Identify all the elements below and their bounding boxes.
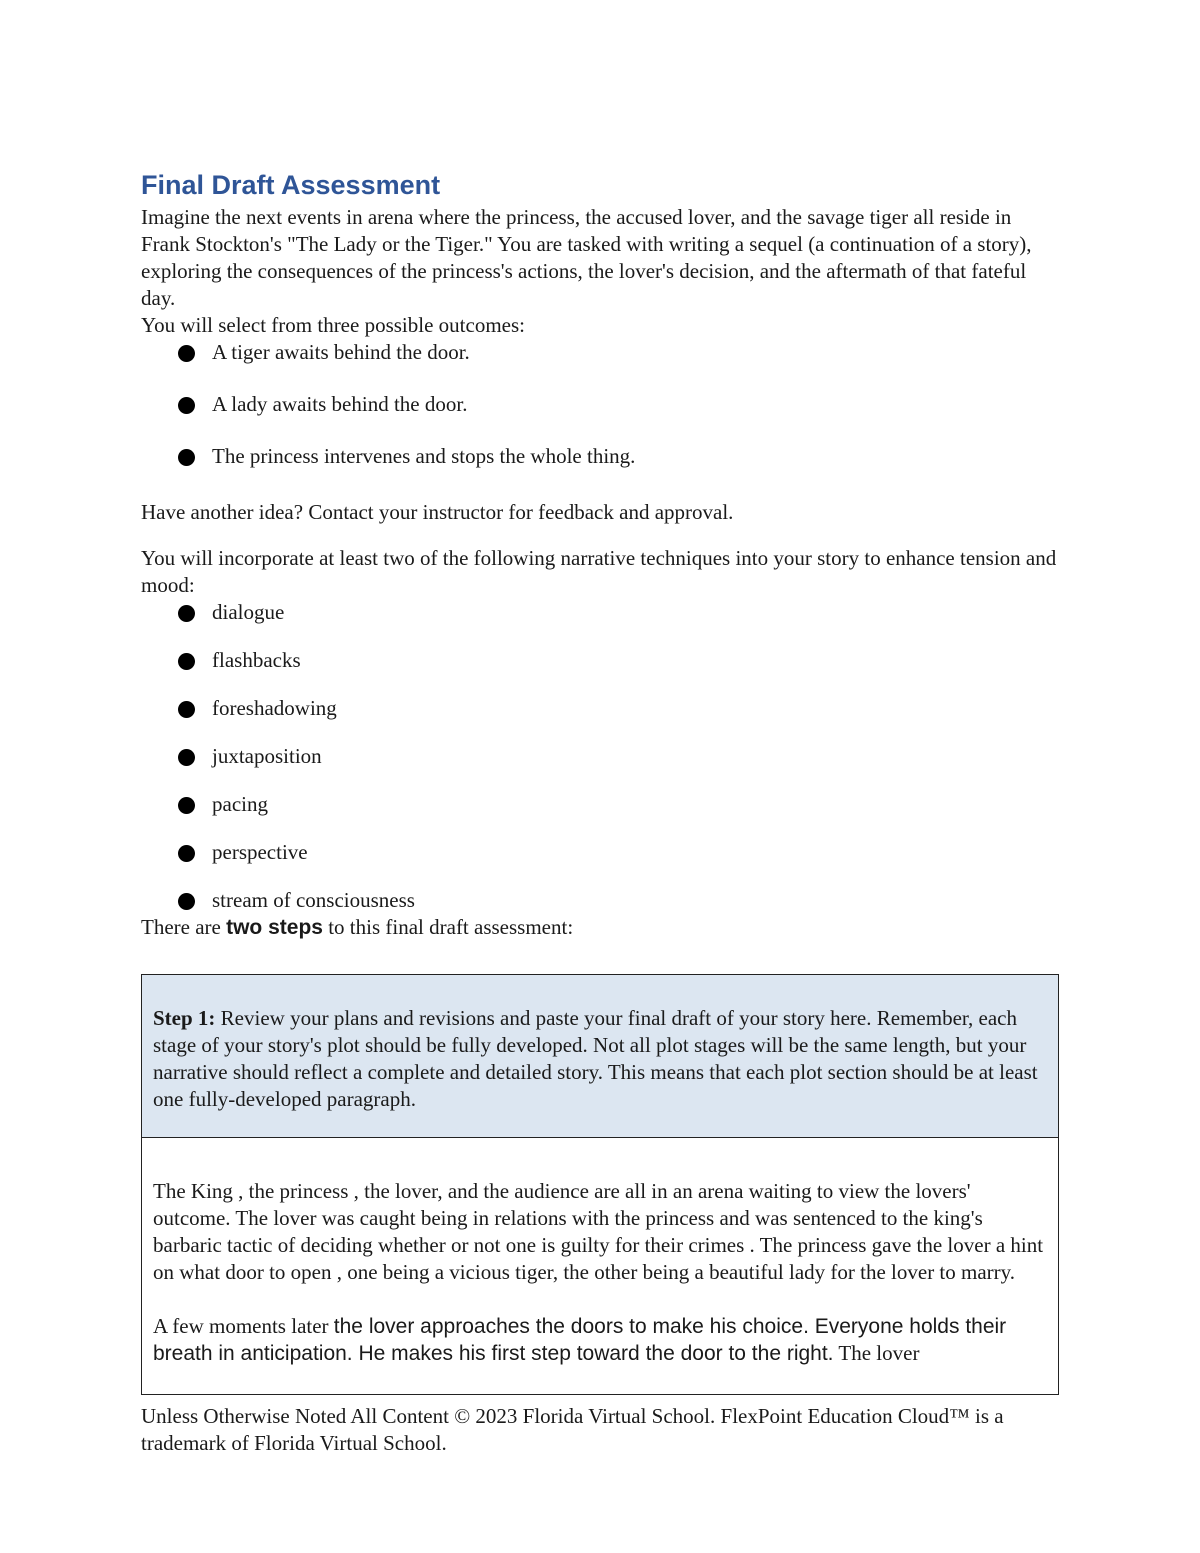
techniques-intro: You will incorporate at least two of the following narrative techniques into your story to enhance tension and mood: bbox=[141, 546, 1057, 597]
bullet-icon bbox=[178, 701, 195, 718]
step1-label: Step 1: bbox=[153, 1006, 216, 1030]
intro-paragraph: Imagine the next events in arena where the princess, the accused lover, and the savage tiger all reside in Frank Stockton's "The Lady or the Tiger." You are tasked with writing a sequel (a continuation of a story), exploring the consequences of the princess's actions, the lover's decision, and the aftermath of that fateful day. bbox=[141, 205, 1032, 310]
list-item: A tiger awaits behind the door. bbox=[141, 339, 1059, 366]
page-title: Final Draft Assessment bbox=[141, 170, 441, 200]
bullet-icon bbox=[178, 845, 195, 862]
draft-paragraph-1: The King , the princess , the lover, and the audience are all in an arena waiting to view the lovers' outcome. The lover was caught being in relations with the princess and was sentenced to the king's barbaric tactic of deciding whether or not one is guilty for their crimes . The princess gave the lover a hint on what door to open , one being a vicious tiger, the other being a beautiful lady for the lover to marry. bbox=[153, 1179, 1044, 1284]
techniques-list bbox=[141, 599, 1059, 914]
bullet-icon bbox=[178, 893, 195, 910]
list-item: A lady awaits behind the door. bbox=[141, 391, 1059, 418]
step1-instructions bbox=[142, 975, 1058, 1138]
outcomes-list bbox=[141, 339, 1059, 470]
step1-text: Review your plans and revisions and paste your final draft of your story here. Remember, each stage of your story's plot should be fully developed. Not all plot stages will be the same length, but your narrative should reflect a complete and detailed story. This means that each plot section should be at least one fully-developed paragraph. bbox=[153, 1006, 1038, 1111]
bullet-icon bbox=[178, 449, 195, 466]
list-item: flashbacks bbox=[141, 647, 1059, 674]
document-body bbox=[141, 168, 1059, 941]
list-item: pacing bbox=[141, 791, 1059, 818]
another-idea-line: Have another idea? Contact your instructor for feedback and approval. bbox=[141, 500, 734, 524]
bullet-icon bbox=[178, 397, 195, 414]
steps-line: There are two steps to this final draft assessment: bbox=[141, 915, 574, 939]
bullet-icon bbox=[178, 797, 195, 814]
draft-input-area[interactable] bbox=[142, 1138, 1058, 1394]
draft-paragraph-2: A few moments later the lover approaches the doors to make his choice. Everyone holds their breath in anticipation. He makes his first step toward the door to the right. The lover bbox=[153, 1314, 1007, 1365]
select-outcomes-line: You will select from three possible outcomes: bbox=[141, 313, 525, 337]
list-item: juxtaposition bbox=[141, 743, 1059, 770]
bullet-icon bbox=[178, 653, 195, 670]
list-item: dialogue bbox=[141, 599, 1059, 626]
bullet-icon bbox=[178, 345, 195, 362]
steps-table bbox=[141, 974, 1059, 1395]
list-item: The princess intervenes and stops the whole thing. bbox=[141, 443, 1059, 470]
bullet-icon bbox=[178, 749, 195, 766]
copyright-footer: Unless Otherwise Noted All Content © 2023 Florida Virtual School. FlexPoint Education Cloud™ is a trademark of Florida Virtual School. bbox=[141, 1404, 1004, 1455]
list-item: foreshadowing bbox=[141, 695, 1059, 722]
list-item: stream of consciousness bbox=[141, 887, 1059, 914]
list-item: perspective bbox=[141, 839, 1059, 866]
bullet-icon bbox=[178, 605, 195, 622]
